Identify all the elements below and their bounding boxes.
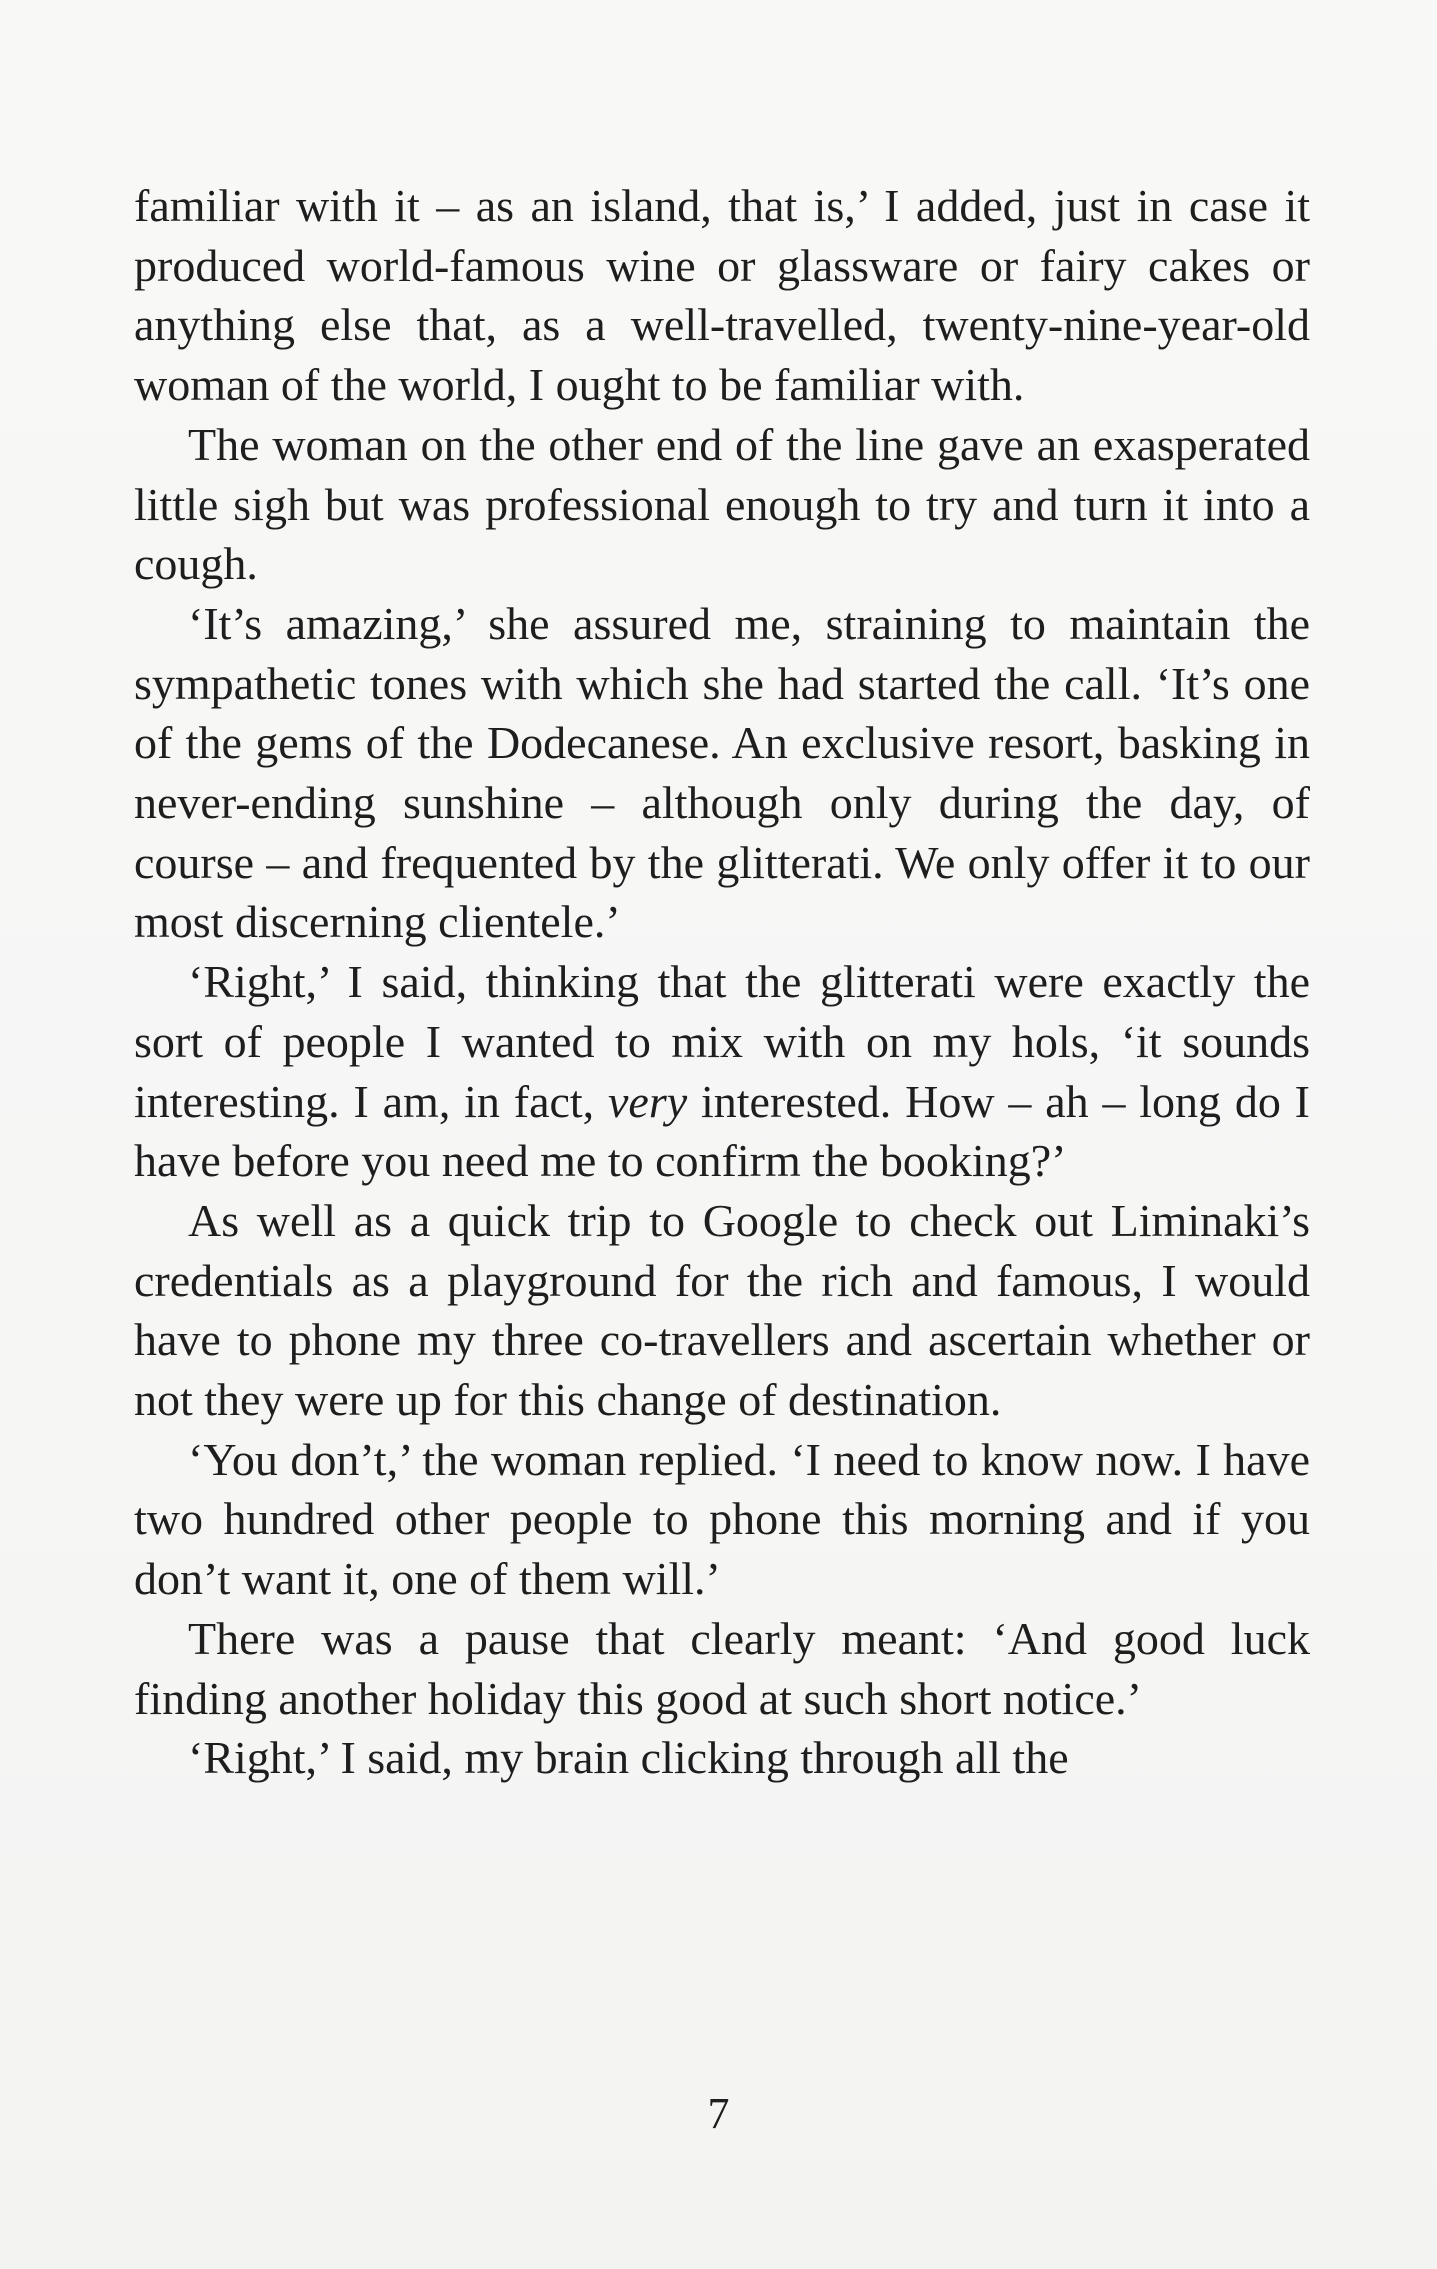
text-span: familiar with it – as an island, that is,’ I added, just in case it produced world-famous wine or glassware or fairy cakes or anything else that, as a well-travelled, twenty-nine-year-old woman of the world, I ought to be familiar with. xyxy=(134,180,1310,411)
paragraph xyxy=(134,1430,1310,1609)
text-span: ‘It’s amazing,’ she assured me, straining to maintain the sympathetic tones with which she had started the call. ‘It’s one of the gems of the Dodecanese. An exclusive resort, basking in never-ending sunshine – although only during the day, of course – and frequented by the glitterati. We only offer it to our most discerning clientele.’ xyxy=(134,597,1310,948)
paragraph xyxy=(134,176,1310,415)
paragraph xyxy=(134,594,1310,952)
text-span: The woman on the other end of the line gave an exasperated little sigh but was professional enough to try and turn it into a cough. xyxy=(134,418,1310,590)
text-span: As well as a quick trip to Google to check out Liminaki’s credentials as a playground for the rich and famous, I would have to phone my three co-travellers and ascertain whether or not they were up for this change of destination. xyxy=(134,1194,1310,1426)
paragraph xyxy=(134,1609,1310,1728)
text-span: ‘You don’t,’ the woman replied. ‘I need to know now. I have two hundred other people to phone this morning and if you don’t want it, one of them will.’ xyxy=(134,1433,1310,1605)
body-text xyxy=(134,176,1310,1788)
paragraph xyxy=(134,1191,1310,1430)
text-span: There was a pause that clearly meant: ‘And good luck finding another holiday this good at such short notice.’ xyxy=(134,1612,1310,1724)
text-span: ‘Right,’ I said, my brain clicking through all the xyxy=(188,1732,1069,1784)
paragraph xyxy=(134,1728,1310,1788)
emphasis-text: very xyxy=(608,1075,688,1127)
page-number: 7 xyxy=(707,2089,730,2138)
text-span: ‘Right,’ I said, thinking that the glitterati were exactly the sort of people I wanted to mix with on my hols, ‘it sounds interesting. I am, in fact, xyxy=(134,956,1310,1127)
text-span: interested. How – ah – long do I have before you need me to confirm the booking?’ xyxy=(134,1075,1310,1187)
paragraph xyxy=(134,952,1310,1191)
paragraph xyxy=(134,415,1310,594)
